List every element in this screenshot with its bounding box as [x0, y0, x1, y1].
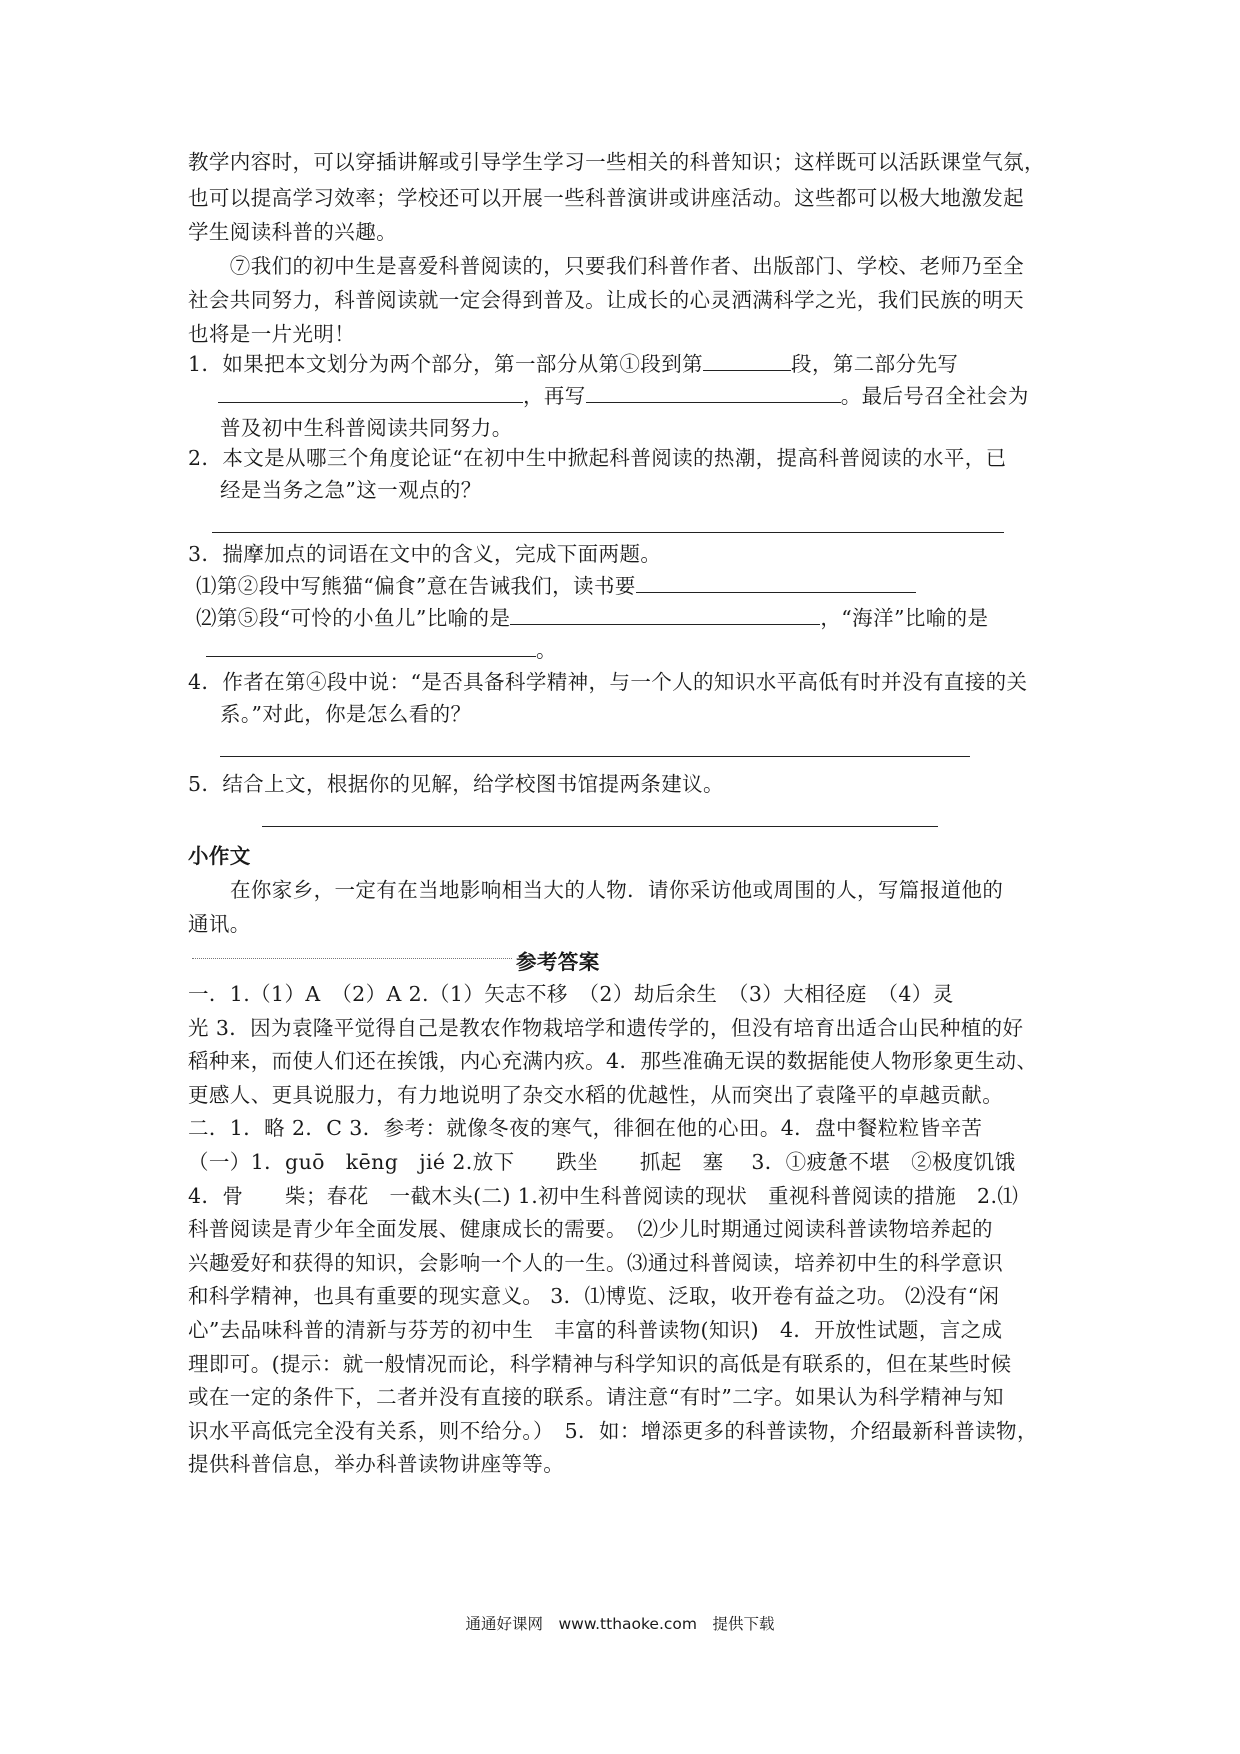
answer-line-text: 心”去品味科普的清新与芬芳的初中生 丰富的科普读物(知识) 4．开放性试题，言之成 [188, 1318, 1003, 1342]
question-3-2-cont [206, 634, 1086, 667]
question-3-2 [196, 602, 1076, 635]
question-4: 4．作者在第④段中说：“是否具备科学精神，与一个人的知识水平高低有时并没有直接的关 [188, 670, 1028, 694]
passage-line: ⑦我们的初中生是喜爱科普阅读的，只要我们科普作者、出版部门、学校、老师乃至全 [188, 254, 1024, 278]
dotted-divider [192, 958, 512, 959]
answer-line-text: 科普阅读是青少年全面发展、健康成长的需要。 ⑵少儿时期通过阅读科普读物培养起的 [188, 1217, 993, 1242]
answer-line-text: 兴趣爱好和获得的知识，会影响一个人的一生。⑶通过科普阅读，培养初中生的科学意识 [188, 1250, 1004, 1275]
question-1-cont [218, 380, 1098, 413]
question-2-cont: 经是当务之急”这一观点的？ [220, 478, 482, 502]
question-text: 段，第二部分先写 [791, 352, 959, 376]
answers-heading: 参考答案 [516, 950, 600, 974]
answer-blank[interactable] [510, 602, 820, 625]
question-text: 1．如果把本文划分为两个部分，第一部分从第①段到第 [188, 352, 704, 376]
answer-blank[interactable] [206, 634, 536, 657]
answer-line[interactable] [262, 826, 938, 827]
composition-text: 通讯。 [188, 912, 251, 936]
question-text: ⑵第⑤段“可怜的小鱼儿”比喻的是 [196, 606, 511, 630]
question-1 [188, 348, 1068, 381]
answer-line[interactable] [220, 756, 970, 757]
answer-line-text: 稻种来，而使人们还在挨饿，内心充满内疚。4．那些准确无误的数据能使人物形象更生动、 [188, 1049, 1038, 1074]
question-text: 。 [536, 638, 557, 662]
answer-line-text: 或在一定的条件下，二者并没有直接的联系。请注意“有时”二字。如果认为科学精神与知 [188, 1385, 1004, 1410]
composition-heading: 小作文 [188, 844, 251, 868]
answer-blank[interactable] [586, 380, 841, 403]
answer-line-text: 光 3．因为袁隆平觉得自己是教农作物栽培学和遗传学的，但没有培育出适合山民种植的好 [188, 1015, 1024, 1040]
answer-line-text: 二．1．略 2．C 3．参考：就像冬夜的寒气，徘徊在他的心田。4．盘中餐粒粒皆辛苦 [188, 1116, 983, 1141]
question-3-1 [196, 570, 1076, 603]
question-1-cont: 普及初中生科普阅读共同努力。 [220, 416, 513, 440]
composition-text: 在你家乡，一定有在当地影响相当大的人物．请你采访他或周围的人，写篇报道他的 [230, 878, 1004, 902]
passage-line: 教学内容时，可以穿插讲解或引导学生学习一些相关的科普知识；这样既可以活跃课堂气氛， [188, 150, 1045, 174]
answer-line-text: 一．1.（1）A （2）A 2.（1）矢志不移 （2）劫后余生 （3）大相径庭 （4）灵 [188, 982, 954, 1006]
answer-line-text: 识水平高低完全没有关系，则不给分。） 5．如：增添更多的科普读物，介绍最新科普读物， [188, 1418, 1038, 1443]
answer-line-text: 和科学精神，也具有重要的现实意义。 3．⑴博览、泛取，收开卷有益之功。 ⑵没有“闲 [188, 1284, 1000, 1309]
passage-line: 也将是一片光明！ [188, 322, 356, 346]
question-2: 2．本文是从哪三个角度论证“在初中生中掀起科普阅读的热潮，提高科普阅读的水平，已 [188, 446, 1007, 470]
answer-line-text: 更感人、更具说服力，有力地说明了杂交水稻的优越性，从而突出了袁隆平的卓越贡献。 [188, 1082, 1004, 1107]
answer-blank[interactable] [703, 348, 791, 371]
question-5: 5．结合上文，根据你的见解，给学校图书馆提两条建议。 [188, 772, 724, 796]
question-4-cont: 系。”对此，你是怎么看的？ [220, 702, 472, 726]
question-text: ⑴第②段中写熊猫“偏食”意在告诫我们，读书要 [196, 574, 636, 598]
answer-line[interactable] [212, 532, 1004, 533]
question-text: ，再写 [523, 384, 586, 408]
answer-line-text: （一）1．guō kēng jié 2.放下 跌坐 抓起 塞 3．①疲惫不堪 ②极度饥饿 [188, 1150, 1016, 1174]
passage-line: 学生阅读科普的兴趣。 [188, 220, 397, 244]
answer-blank[interactable] [636, 570, 916, 593]
answer-blank[interactable] [218, 380, 523, 403]
passage-line: 也可以提高学习效率；学校还可以开展一些科普演讲或讲座活动。这些都可以极大地激发起 [188, 186, 1024, 210]
answer-line-text: 提供科普信息，举办科普读物讲座等等。 [188, 1452, 565, 1477]
question-3: 3．揣摩加点的词语在文中的含义，完成下面两题。 [188, 542, 662, 566]
answer-line-text: 4．骨 柴；春花 一截木头(二) 1.初中生科普阅读的现状 重视科普阅读的措施 2.⑴ [188, 1183, 1019, 1208]
page-footer: 通通好课网 www.tthaoke.com 提供下载 [465, 1615, 775, 1633]
passage-line: 社会共同努力，科普阅读就一定会得到普及。让成长的心灵洒满科学之光，我们民族的明天 [188, 288, 1024, 312]
question-text: 。最后号召全社会为 [840, 384, 1029, 408]
answer-line-text: 理即可。(提示：就一般情况而论，科学精神与科学知识的高低是有联系的，但在某些时候 [188, 1351, 1012, 1376]
question-text: ，“海洋”比喻的是 [820, 606, 989, 630]
